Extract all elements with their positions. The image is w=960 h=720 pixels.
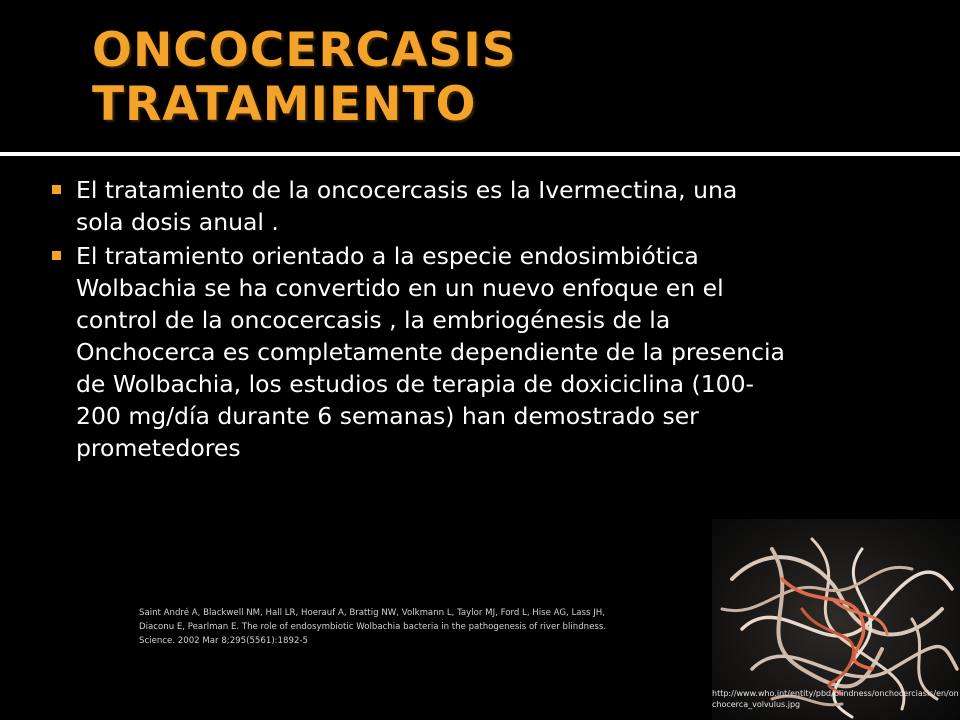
slide-title-line-2: TRATAMIENTO bbox=[92, 77, 477, 132]
title-divider bbox=[0, 152, 960, 156]
image-source-caption: http://www.who.int/entity/pbd/blindness/onchocerciasis/en/onchocerca_volvulus.jpg bbox=[712, 689, 959, 709]
bullet-list bbox=[52, 174, 790, 466]
slide-title-line-1: ONCOCERCASIS bbox=[92, 23, 517, 78]
slide-title bbox=[92, 24, 912, 132]
square-bullet-icon bbox=[52, 185, 61, 194]
bullet-text: El tratamiento orientado a la especie endosimbiótica Wolbachia se ha convertido en un nuevo enfoque en el control de la oncocercasis , la embriogénesis de la Onchocerca es completamente dependiente de la presencia de Wolbachia, los estudios de terapia de doxiciclina (100-200 mg/día durante 6 semanas) han demostrado ser prometedores bbox=[76, 242, 785, 462]
bullet-text: El tratamiento de la oncocercasis es la Ivermectina, una sola dosis anual . bbox=[76, 176, 738, 236]
bullet-item bbox=[52, 240, 790, 464]
square-bullet-icon bbox=[52, 251, 61, 260]
bullet-item bbox=[52, 174, 790, 238]
reference-citation: Saint André A, Blackwell NM, Hall LR, Hoerauf A, Brattig NW, Volkmann L, Taylor MJ, Ford L, Hise AG, Lass JH, Diaconu E, Pearlman E. The role of endosymbiotic Wolbachia bacteria in the pathogenesis of river blindness. Science. 2002 Mar 8;295(5561):1892-5 bbox=[139, 608, 607, 646]
